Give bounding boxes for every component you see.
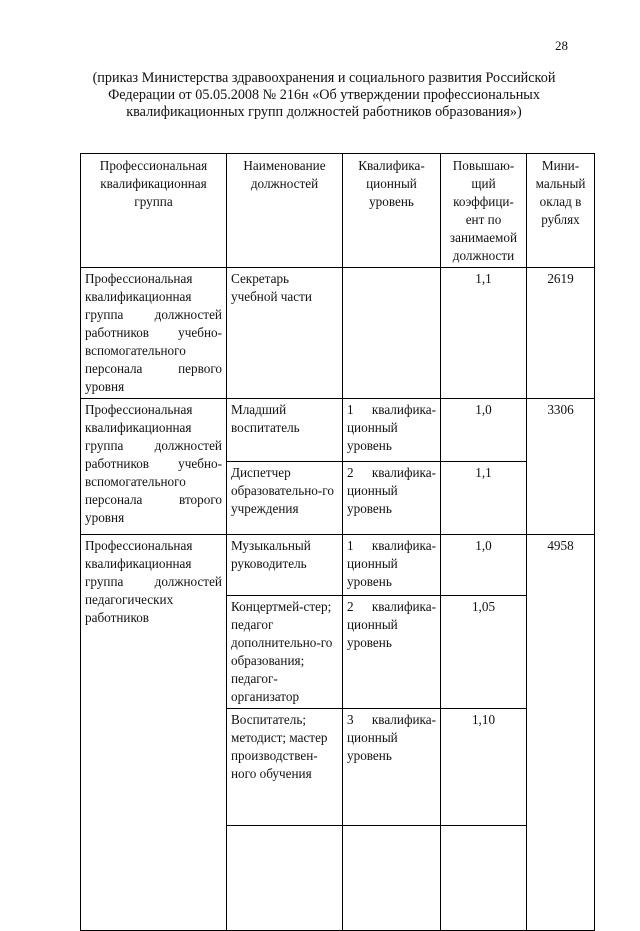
salary-value: 2619 <box>527 268 595 399</box>
page-number: 28 <box>555 38 568 53</box>
order-title: (приказ Министерства здравоохранения и социального развития Российской Федерации от 05.05.2008 № 216н «Об утверждении профессиональных квалификационных групп должностей работников образования») <box>92 70 556 120</box>
coefficient-value: 1,05 <box>441 596 527 709</box>
header-position: Наименование должностей <box>227 154 343 268</box>
qualification-level: 1 квалифика-ционный уровень <box>343 399 441 462</box>
table-header-row <box>81 154 595 268</box>
qualification-level: 2 квалифика-ционный уровень <box>343 596 441 709</box>
position-name: Секретарь учебной части <box>227 268 343 399</box>
header-level: Квалифика-ционный уровень <box>343 154 441 268</box>
salary-value: 3306 <box>527 399 595 535</box>
salary-value: 4958 <box>527 535 595 931</box>
qualification-level <box>343 268 441 399</box>
qualification-table <box>80 153 595 931</box>
position-name: Младший воспитатель <box>227 399 343 462</box>
table-row <box>81 268 595 399</box>
header-group: Профессиональная квалификационная группа <box>81 154 227 268</box>
empty-cell <box>227 826 343 931</box>
position-name: Музыкальный руководитель <box>227 535 343 596</box>
qualification-level: 1 квалифика-ционный уровень <box>343 535 441 596</box>
table-row <box>81 535 595 596</box>
header-coefficient: Повышаю-щий коэффици-ент по занимаемой должности <box>441 154 527 268</box>
empty-cell <box>343 826 441 931</box>
qualification-level: 2 квалифика-ционный уровень <box>343 462 441 535</box>
qualification-level: 3 квалифика-ционный уровень <box>343 709 441 826</box>
position-name: Воспитатель; методист; мастер производствен-ного обучения <box>227 709 343 826</box>
group-name: Профессиональная квалификационная группа должностей работников учебно-вспомогательного персонала второго уровня <box>81 399 227 535</box>
coefficient-value: 1,10 <box>441 709 527 826</box>
coefficient-value: 1,1 <box>441 268 527 399</box>
coefficient-value: 1,1 <box>441 462 527 535</box>
header-salary: Мини-мальный оклад в рублях <box>527 154 595 268</box>
position-name: Диспетчер образовательно-го учреждения <box>227 462 343 535</box>
coefficient-value: 1,0 <box>441 399 527 462</box>
coefficient-value: 1,0 <box>441 535 527 596</box>
group-name: Профессиональная квалификационная группа должностей педагогических работников <box>81 535 227 931</box>
position-name: Концертмей-стер; педагог дополнительно-го образования; педагог-организатор <box>227 596 343 709</box>
table-row <box>81 399 595 462</box>
empty-cell <box>441 826 527 931</box>
group-name: Профессиональная квалификационная группа должностей работников учебно-вспомогательного персонала первого уровня <box>81 268 227 399</box>
